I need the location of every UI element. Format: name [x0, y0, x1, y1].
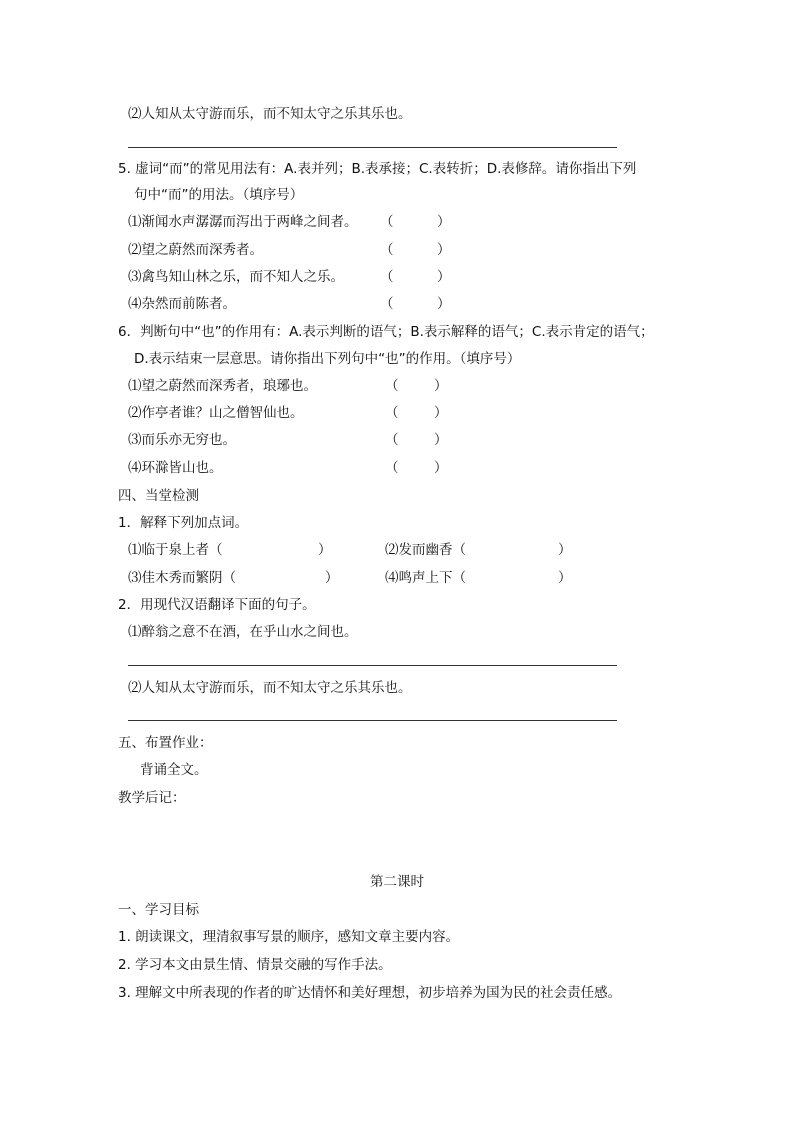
- word-item-4-paren-close: ）: [558, 570, 572, 586]
- q5-paren-close-4: ）: [437, 296, 451, 312]
- goal-3: 3. 理解文中所表现的作者的旷达情怀和美好理想，初步培养为国为民的社会责任感。: [118, 985, 622, 1001]
- goals-heading: 一、学习目标: [118, 902, 199, 918]
- q6-paren-open-2: （: [385, 405, 399, 421]
- translate-sentence-2: ⑵人知从太守游而乐，而不知太守之乐其乐也。: [128, 680, 412, 696]
- q6-item-2: ⑵作亭者谁？山之僧智仙也。: [128, 405, 304, 421]
- answer-line: [128, 147, 617, 148]
- q5-paren-open-1: （: [380, 214, 394, 230]
- goal-2: 2. 学习本文由景生情、情景交融的写作手法。: [118, 957, 392, 973]
- q6-item-1: ⑴望之蔚然而深秀者，琅琊也。: [128, 378, 317, 394]
- top-translation-sentence-2: ⑵人知从太守游而乐，而不知太守之乐其乐也。: [128, 106, 412, 122]
- q6-paren-close-3: ）: [434, 432, 448, 448]
- q6-item-3: ⑶而乐亦无穷也。: [128, 432, 236, 448]
- q5-paren-close-3: ）: [437, 269, 451, 285]
- word-item-1: ⑴临于泉上者（: [128, 542, 223, 558]
- answer-line: [128, 665, 617, 666]
- goal-1: 1. 朗读课文，理清叙事写景的顺序，感知文章主要内容。: [118, 929, 460, 945]
- q5-item-2: ⑵望之蔚然而深秀者。: [128, 242, 263, 258]
- q6-stem-line2: D.表示结束一层意思。请你指出下列句中“也”的作用。（填序号）: [134, 351, 521, 367]
- section4-q2-title: 2．用现代汉语翻译下面的句子。: [118, 597, 316, 613]
- teaching-notes-label: 教学后记：: [118, 790, 186, 806]
- translate-sentence-1: ⑴醉翁之意不在酒，在乎山水之间也。: [128, 624, 358, 640]
- q6-paren-open-3: （: [385, 432, 399, 448]
- word-item-3: ⑶佳木秀而繁阴（: [128, 570, 236, 586]
- q5-item-1: ⑴渐闻水声潺潺而泻出于两峰之间者。: [128, 214, 358, 230]
- q5-paren-open-4: （: [380, 296, 394, 312]
- section4-heading: 四、当堂检测: [118, 488, 199, 504]
- word-item-2: ⑵发而幽香（: [385, 542, 466, 558]
- q5-paren-close-1: ）: [437, 214, 451, 230]
- q6-paren-open-4: （: [385, 460, 399, 476]
- q6-paren-open-1: （: [385, 378, 399, 394]
- q5-stem-line1: 5. 虚词“而”的常见用法有：A.表并列；B.表承接；C.表转折；D.表修辞。请你指出下列: [118, 161, 637, 177]
- word-item-1-paren-close: ）: [318, 542, 332, 558]
- q5-paren-open-2: （: [380, 242, 394, 258]
- word-item-4: ⑷鸣声上下（: [385, 570, 466, 586]
- q6-item-4: ⑷环滁皆山也。: [128, 460, 223, 476]
- q6-paren-close-4: ）: [434, 460, 448, 476]
- q6-paren-close-2: ）: [434, 405, 448, 421]
- homework-task: 背诵全文。: [140, 762, 208, 778]
- q5-paren-close-2: ）: [437, 242, 451, 258]
- lesson2-title: 第二课时: [370, 874, 424, 890]
- q6-paren-close-1: ）: [434, 378, 448, 394]
- section4-q1-title: 1．解释下列加点词。: [118, 515, 249, 531]
- q5-paren-open-3: （: [380, 269, 394, 285]
- word-item-2-paren-close: ）: [558, 542, 572, 558]
- q5-item-3: ⑶禽鸟知山林之乐，而不知人之乐。: [128, 269, 344, 285]
- answer-line: [128, 720, 617, 721]
- word-item-3-paren-close: ）: [325, 570, 339, 586]
- section5-heading: 五、布置作业：: [118, 735, 213, 751]
- q5-item-4: ⑷杂然而前陈者。: [128, 296, 236, 312]
- q5-stem-line2: 句中“而”的用法。（填序号）: [134, 187, 304, 203]
- q6-stem-line1: 6．判断句中“也”的作用有：A.表示判断的语气；B.表示解释的语气；C.表示肯定的语气；: [118, 324, 654, 340]
